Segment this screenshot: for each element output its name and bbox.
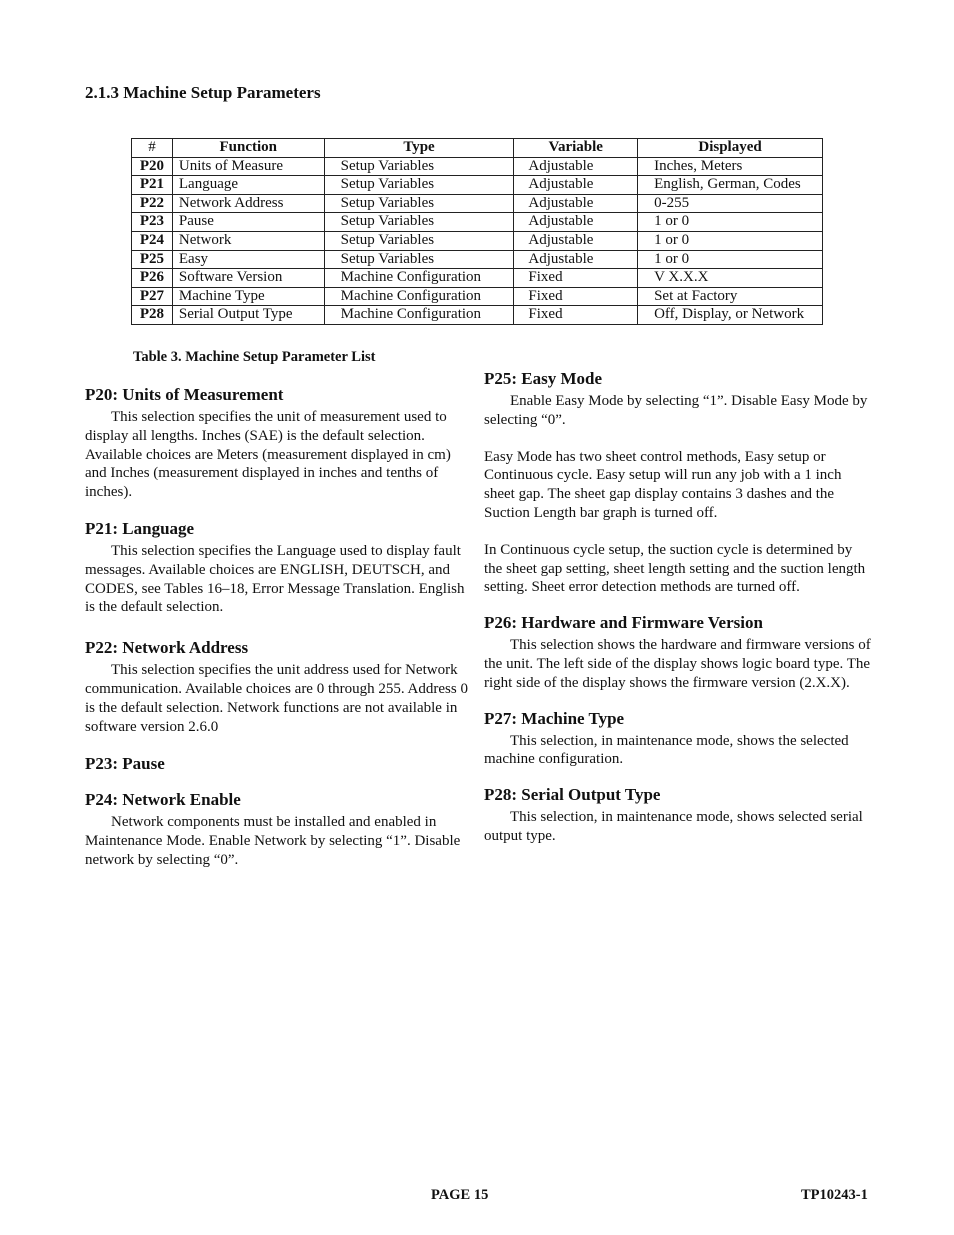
cell-function: Machine Type xyxy=(172,287,324,306)
table-row xyxy=(132,157,823,176)
table-header xyxy=(132,139,823,158)
table-row xyxy=(132,213,823,232)
cell-variable: Adjustable xyxy=(514,157,638,176)
parameter-section xyxy=(484,784,872,846)
cell-displayed: 0-255 xyxy=(638,194,823,213)
left-column xyxy=(85,384,473,870)
parameter-heading: P25: Easy Mode xyxy=(484,369,603,388)
cell-displayed: Set at Factory xyxy=(638,287,823,306)
cell-displayed: Off, Display, or Network xyxy=(638,306,823,325)
table-caption: Table 3. Machine Setup Parameter List xyxy=(133,349,376,365)
cell-variable: Adjustable xyxy=(514,194,638,213)
cell-number: P27 xyxy=(132,287,173,306)
table-row xyxy=(132,194,823,213)
parameter-heading: P26: Hardware and Firmware Version xyxy=(484,613,763,633)
page-number: PAGE 15 xyxy=(431,1187,489,1203)
cell-variable: Fixed xyxy=(514,306,638,325)
parameter-section xyxy=(85,637,473,736)
cell-variable: Fixed xyxy=(514,287,638,306)
cell-type: Setup Variables xyxy=(324,194,514,213)
cell-function: Units of Measure xyxy=(172,157,324,176)
cell-function: Pause xyxy=(172,213,324,232)
cell-number: P20 xyxy=(132,157,173,176)
header-type: Type xyxy=(324,139,514,158)
table-row xyxy=(132,176,823,195)
parameter-description: This selection, in maintenance mode, shows the selected machine configuration. xyxy=(484,732,849,768)
cell-function: Network Address xyxy=(172,194,324,213)
cell-number: P21 xyxy=(132,176,173,195)
parameter-heading: P23: Pause xyxy=(85,754,165,774)
table-body xyxy=(132,157,823,324)
cell-type: Setup Variables xyxy=(324,176,514,195)
parameter-section xyxy=(484,368,872,597)
header-displayed: Displayed xyxy=(638,139,823,158)
parameter-heading: P20: Units of Measurement xyxy=(85,385,284,404)
cell-displayed: 1 or 0 xyxy=(638,231,823,250)
cell-function: Software Version xyxy=(172,269,324,288)
header-function: Function xyxy=(172,139,324,158)
table-row xyxy=(132,269,823,288)
cell-number: P25 xyxy=(132,250,173,269)
cell-type: Machine Configuration xyxy=(324,269,514,288)
parameter-description: In Continuous cycle setup, the suction cycle is determined by the sheet gap setting, sheet length setting and the suction length setting. Sheet error detection methods are turned off. xyxy=(484,541,866,596)
header-variable: Variable xyxy=(514,139,638,158)
parameter-description: This selection specifies the unit address used for Network communication. Available choices are 0 through 255. Address 0 is the default selection. Network functions are not available in software version 2.6.0 xyxy=(85,662,468,735)
cell-type: Machine Configuration xyxy=(324,287,514,306)
cell-variable: Adjustable xyxy=(514,231,638,250)
parameter-heading: P22: Network Address xyxy=(85,638,249,658)
cell-type: Machine Configuration xyxy=(324,306,514,325)
cell-variable: Adjustable xyxy=(514,176,638,195)
parameter-description: Enable Easy Mode by selecting “1”. Disable Easy Mode by selecting “0”. xyxy=(484,393,868,428)
parameter-section xyxy=(85,518,473,617)
cell-function: Easy xyxy=(172,250,324,269)
cell-number: P28 xyxy=(132,306,173,325)
parameter-heading: P28: Serial Output Type xyxy=(484,785,661,805)
table-header-row xyxy=(132,139,823,158)
parameter-description: This selection specifies the Language used to display fault messages. Available choices are ENGLISH, DEUTSCH, and CODES, see Tables 16–18, Error Message Translation. English is the default selection. xyxy=(85,542,465,616)
cell-displayed: 1 or 0 xyxy=(638,213,823,232)
parameter-heading: P24: Network Enable xyxy=(85,790,241,810)
table-row xyxy=(132,231,823,250)
cell-function: Network xyxy=(172,231,324,250)
cell-variable: Fixed xyxy=(514,269,638,288)
cell-type: Setup Variables xyxy=(324,213,514,232)
parameter-description: This selection specifies the unit of measurement used to display all lengths. Inches (SAE) is the default selection. Available choices are Meters (measurement displayed in cm) and Inches (measurement displayed in inches and tenths of inches). xyxy=(85,409,451,501)
parameter-description: Network components must be installed and enabled in Maintenance Mode. Enable Network by selecting “1”. Disable network by selecting “0”. xyxy=(85,814,461,868)
parameter-description: This selection, in maintenance mode, shows selected serial output type. xyxy=(484,809,863,844)
parameter-heading: P27: Machine Type xyxy=(484,708,625,728)
cell-type: Setup Variables xyxy=(324,231,514,250)
section-title: 2.1.3 Machine Setup Parameters xyxy=(85,83,321,102)
cell-displayed: V X.X.X xyxy=(638,269,823,288)
parameter-section xyxy=(484,612,872,692)
cell-displayed: English, German, Codes xyxy=(638,176,823,195)
header-number: # xyxy=(132,139,173,158)
cell-displayed: Inches, Meters xyxy=(638,157,823,176)
parameter-section xyxy=(85,753,473,775)
cell-number: P23 xyxy=(132,213,173,232)
cell-number: P24 xyxy=(132,231,173,250)
cell-number: P26 xyxy=(132,269,173,288)
cell-variable: Adjustable xyxy=(514,250,638,269)
cell-function: Language xyxy=(172,176,324,195)
parameter-section xyxy=(85,789,473,869)
cell-number: P22 xyxy=(132,194,173,213)
table-row xyxy=(132,306,823,325)
parameter-section xyxy=(85,384,473,502)
document-id: TP10243-1 xyxy=(801,1187,868,1203)
cell-variable: Adjustable xyxy=(514,213,638,232)
parameter-description: This selection shows the hardware and firmware versions of the unit. The left side of the display shows logic board type. The right side of the display shows the firmware version (2.X.X). xyxy=(484,637,871,691)
table-row xyxy=(132,250,823,269)
cell-type: Setup Variables xyxy=(324,250,514,269)
table-row xyxy=(132,287,823,306)
cell-function: Serial Output Type xyxy=(172,306,324,325)
parameter-section xyxy=(484,708,872,770)
right-column xyxy=(484,368,872,846)
machine-setup-parameter-table xyxy=(131,138,823,325)
parameter-heading: P21: Language xyxy=(85,518,195,538)
cell-displayed: 1 or 0 xyxy=(638,250,823,269)
cell-type: Setup Variables xyxy=(324,157,514,176)
parameter-description: Easy Mode has two sheet control methods, Easy setup or Continuous cycle. Easy setup will run any job with a 1 inch sheet gap. The sheet gap display contains 3 dashes and the Suction Length bar graph is turned off. xyxy=(484,448,842,521)
